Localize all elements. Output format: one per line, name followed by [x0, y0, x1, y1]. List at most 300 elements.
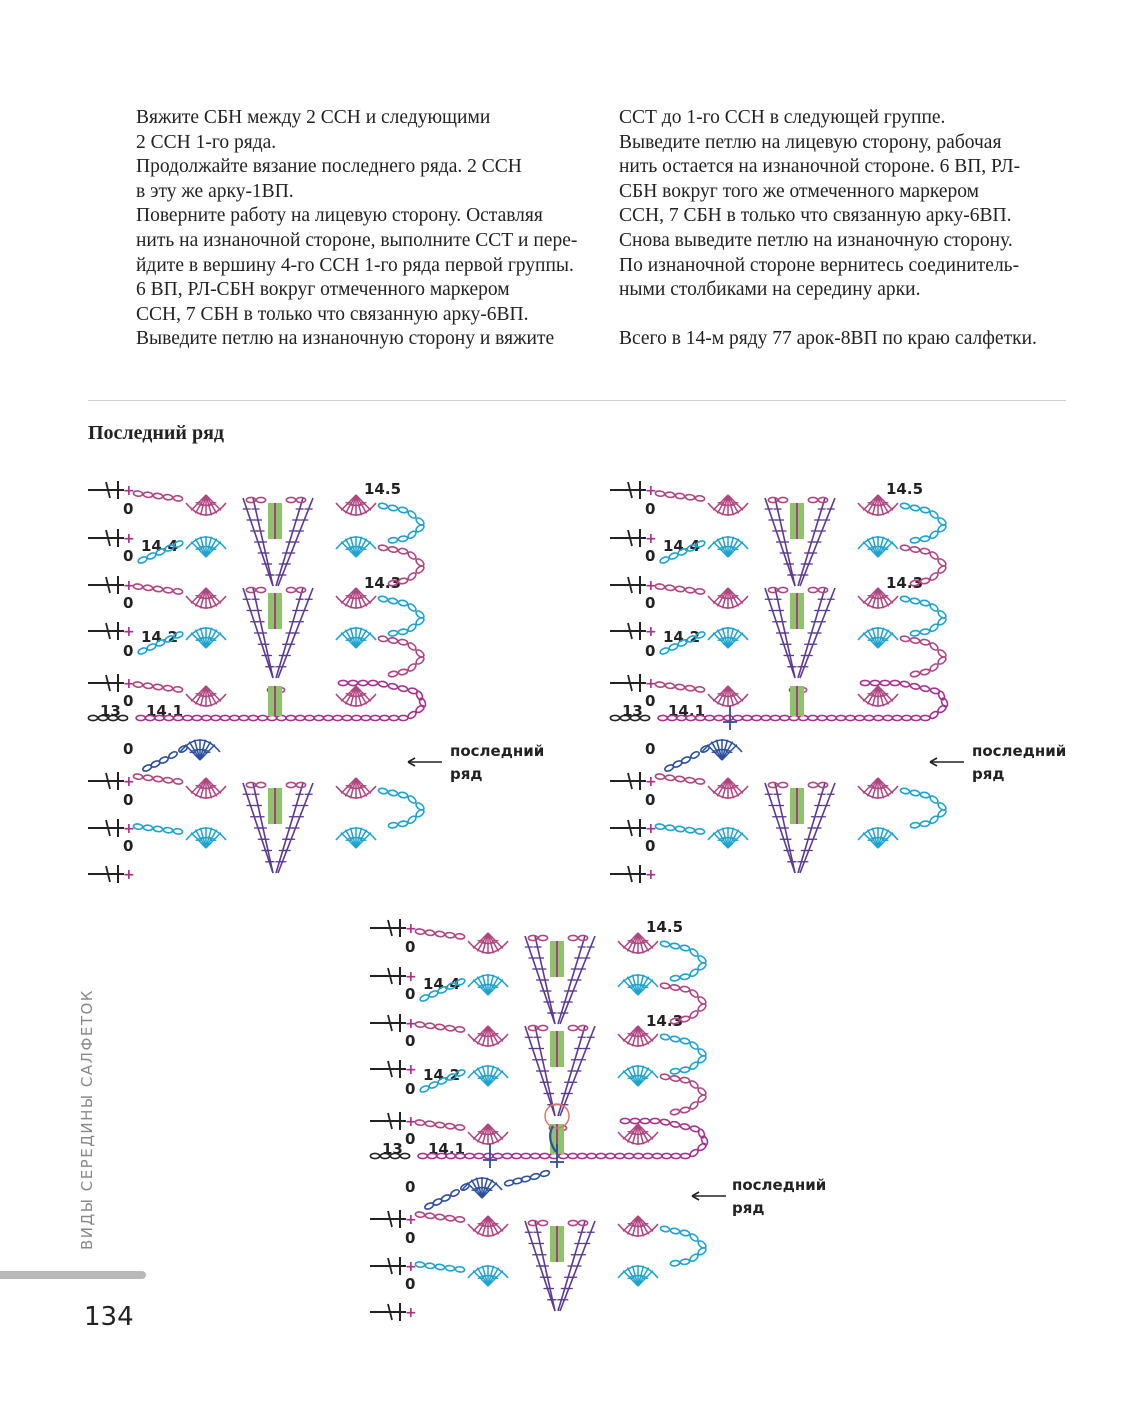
pink-chain-turn — [407, 551, 417, 561]
cyan-chain-turn — [660, 941, 670, 948]
cyan-chain-turn — [378, 596, 388, 603]
edge-stitch — [610, 481, 657, 499]
pink-chain — [143, 585, 153, 591]
row-zero-label: 0 — [405, 1178, 416, 1196]
lower-fan — [186, 827, 226, 848]
pink-chain-turn — [670, 1109, 680, 1116]
pink-fan — [858, 495, 898, 516]
row-14-1-turn — [660, 1119, 670, 1126]
row-14-1-chain — [249, 715, 258, 720]
edge-stitch — [88, 481, 135, 499]
pink-chain-turn — [407, 663, 417, 673]
pink-chain — [435, 1024, 445, 1030]
side-tab-bar — [0, 1271, 146, 1279]
lower-chain — [173, 778, 183, 784]
row-14-1-chain — [493, 1153, 502, 1158]
lower-cyan-turn — [929, 795, 939, 805]
top-chain — [578, 935, 587, 940]
pink-fan — [708, 686, 748, 707]
lower-chain — [143, 775, 153, 781]
cyan-chain — [659, 647, 670, 655]
edge-stitch — [610, 622, 657, 640]
side-section-label: ВИДЫ СЕРЕДИНЫ САЛФЕТОК — [78, 989, 96, 1250]
lower-fan — [618, 1265, 658, 1286]
cyan-chain-turn — [920, 600, 930, 607]
cyan-chain-turn — [670, 1068, 680, 1075]
edge-stitch — [370, 1112, 417, 1130]
pink-chain-turn — [900, 636, 910, 643]
pink-chain — [695, 686, 705, 692]
last-row-label: ряд — [972, 765, 1005, 783]
lower-cyan-turn — [680, 1230, 690, 1237]
cyan-fan — [618, 1065, 658, 1086]
pink-chain-turn — [660, 1074, 670, 1081]
last-row-label: последний — [972, 742, 1067, 760]
row-14-1-turn — [697, 1142, 707, 1152]
pink-chain-turn — [929, 663, 939, 673]
row-14-1-chain — [202, 715, 211, 720]
pink-chain — [173, 588, 183, 594]
paragraph-gap — [619, 303, 1089, 328]
plus-mark: + — [123, 578, 135, 594]
row-14-1-chain — [596, 1153, 605, 1158]
cyan-chain-turn — [398, 628, 408, 635]
cyan-fan — [708, 627, 748, 648]
row-zero-label: 0 — [645, 500, 656, 518]
cyan-chain-turn — [670, 975, 680, 982]
pink-chain — [425, 1023, 435, 1029]
pink-chain-turn — [680, 1077, 690, 1084]
row-14-1-turn — [937, 690, 945, 701]
top-chain — [818, 587, 827, 592]
cyan-chain-turn — [378, 503, 388, 510]
row-14-1-turn — [697, 1128, 705, 1139]
text-line: нить на изнаночной стороне, выполните ССТ и пере- — [136, 229, 578, 251]
row-14-1-chain — [380, 715, 389, 720]
lower-chain — [695, 778, 705, 784]
plus-mark: + — [645, 578, 657, 594]
row-14-1-chain — [333, 715, 342, 720]
cyan-chain-turn — [900, 596, 910, 603]
lower-chain — [665, 775, 675, 781]
pink-chain-turn — [910, 546, 920, 553]
row-label-14-5: 14.5 — [886, 480, 924, 498]
pink-chain — [425, 930, 435, 936]
top-chain — [296, 497, 305, 502]
pink-chain-turn — [407, 572, 417, 582]
page-number: 134 — [84, 1302, 134, 1332]
row-14-1-chain — [474, 1153, 483, 1158]
row-14-1-chain — [818, 715, 827, 720]
text-line: в эту же арку-1ВП. — [136, 180, 294, 202]
plus-mark: + — [645, 676, 657, 692]
purple-column — [560, 1221, 595, 1311]
row-14-1-chain — [771, 715, 780, 720]
plus-mark: + — [645, 867, 657, 883]
pink-chain-turn — [900, 545, 910, 552]
cyan-chain-turn — [398, 507, 408, 514]
pink-chain — [445, 1025, 455, 1031]
top-chain — [538, 935, 547, 940]
cyan-chain — [137, 647, 148, 655]
pink-chain-turn — [910, 671, 920, 678]
row-label-14-2: 14.2 — [663, 628, 701, 646]
cyan-chain-turn — [660, 1034, 670, 1041]
cyan-chain — [419, 1085, 430, 1093]
row-14-1-turn — [937, 704, 947, 714]
row-zero-label: 0 — [123, 692, 134, 710]
row-14-1-turn — [620, 1118, 629, 1123]
row-14-1-turn — [920, 685, 930, 692]
edge-stitch — [370, 919, 417, 937]
top-chain — [256, 587, 265, 592]
pink-chain — [153, 684, 163, 690]
cyan-chain-turn — [680, 973, 690, 980]
top-chain — [578, 1220, 587, 1225]
edge-stitch — [88, 772, 135, 790]
pink-fan — [618, 1124, 658, 1145]
row-14-1-chain — [540, 1153, 549, 1158]
cyan-chain — [659, 556, 670, 564]
row-14-1-chain — [418, 1153, 427, 1158]
edge-stitch — [610, 772, 657, 790]
plus-mark: + — [645, 774, 657, 790]
text-line: Продолжайте вязание последнего ряда. 2 ССН — [136, 156, 522, 178]
row-14-1-chain — [512, 1153, 521, 1158]
plus-mark: + — [123, 774, 135, 790]
row-zero-label: 0 — [645, 547, 656, 565]
text-line: ССН, 7 СБН в только что связанную арку-6ВП. — [136, 303, 529, 325]
last-row-label: последний — [732, 1176, 827, 1194]
edge-stitch — [88, 674, 135, 692]
pink-chain-turn — [689, 1101, 699, 1111]
lower-chain — [173, 828, 183, 834]
pink-chain-turn — [689, 1010, 699, 1020]
crochet-diagram-1 — [88, 478, 558, 893]
lower-chain — [675, 776, 685, 782]
lower-chain — [675, 826, 685, 832]
pink-chain-turn — [398, 548, 408, 555]
pink-chain-turn — [407, 642, 417, 652]
section-divider — [88, 400, 1066, 401]
row-14-1-turn — [640, 1118, 649, 1123]
row-label-14-2: 14.2 — [423, 1066, 461, 1084]
pink-chain — [173, 686, 183, 692]
row-label-14-3: 14.3 — [364, 574, 402, 592]
row-label-14-1: 14.1 — [668, 702, 706, 720]
pink-chain-turn — [388, 637, 398, 644]
pink-chain-turn — [697, 1094, 707, 1104]
pink-chain-turn — [929, 551, 939, 561]
row-14-1-chain — [606, 1153, 615, 1158]
row-14-1-chain — [192, 715, 201, 720]
row-14-1-chain — [705, 715, 714, 720]
edge-stitch — [610, 576, 657, 594]
cyan-chain-turn — [407, 603, 417, 613]
lower-chain — [435, 1214, 445, 1220]
row-14-1-turn — [860, 680, 869, 685]
pink-chain-turn — [920, 639, 930, 646]
plus-mark: + — [405, 1212, 417, 1228]
row-14-1-chain — [371, 715, 380, 720]
row-label-14-5: 14.5 — [364, 480, 402, 498]
row-14-1-chain — [681, 1153, 690, 1158]
row-14-1-turn — [348, 680, 357, 685]
lower-fan — [336, 778, 376, 799]
pink-chain-turn — [670, 984, 680, 991]
last-row-label: последний — [450, 742, 545, 760]
pink-chain — [685, 494, 695, 500]
text-line: йдите в вершину 4-го ССН 1-го ряда первой группы. — [136, 254, 574, 276]
pink-chain — [675, 493, 685, 499]
row-14-1-turn — [910, 683, 920, 690]
pink-fan — [708, 588, 748, 609]
lower-fan — [858, 827, 898, 848]
row-14-1-chain — [827, 715, 836, 720]
lower-fan — [468, 1265, 508, 1286]
edge-stitch — [370, 967, 417, 985]
lower-chain — [425, 1213, 435, 1219]
lower-cyan-turn — [689, 1233, 699, 1243]
row-zero-label: 0 — [405, 1130, 416, 1148]
pink-chain-turn — [920, 548, 930, 555]
text-line: ССТ до 1-го ССН в следующей группе. — [619, 107, 946, 128]
pink-fan — [468, 933, 508, 954]
row-14-1-turn — [358, 680, 367, 685]
lower-cyan-turn — [398, 820, 408, 827]
cyan-fan — [186, 536, 226, 557]
cyan-fan — [708, 536, 748, 557]
text-line: Вяжите СБН между 2 ССН и следующими — [136, 107, 491, 128]
row-14-1-chain — [864, 715, 873, 720]
summary-text-line: Всего в 14-м ряду 77 арок-8ВП по краю салфетки. — [619, 328, 1037, 350]
row-14-1-turn — [680, 1123, 690, 1130]
cyan-fan — [468, 974, 508, 995]
row-14-1-chain — [662, 1153, 671, 1158]
row-14-1-chain — [724, 715, 733, 720]
row-14-1-chain — [883, 715, 892, 720]
cyan-chain-turn — [920, 535, 930, 542]
cyan-chain-turn — [407, 510, 417, 520]
top-chain — [818, 497, 827, 502]
navy-chain — [159, 756, 170, 765]
row-14-1-turn — [690, 1125, 700, 1132]
row-14-1-chain — [277, 715, 286, 720]
row-14-1-chain — [361, 715, 370, 720]
pink-chain — [685, 587, 695, 593]
pink-chain-turn — [670, 1075, 680, 1082]
crochet-diagram-2 — [610, 478, 1080, 893]
text-line: Поверните работу на лицевую сторону. Оставляя — [136, 205, 543, 227]
pink-chain — [455, 1026, 465, 1032]
pink-chain — [435, 931, 445, 937]
pink-chain-turn — [415, 656, 425, 666]
row-label-13: 13 — [100, 702, 121, 720]
pink-chain — [163, 685, 173, 691]
top-chain — [778, 497, 787, 502]
row-14-1-turn — [368, 680, 377, 685]
row-14-1-chain — [799, 715, 808, 720]
row-label-13: 13 — [382, 1140, 403, 1158]
purple-column — [800, 783, 835, 873]
row-14-1-chain — [399, 715, 408, 720]
cyan-chain-turn — [388, 537, 398, 544]
row-14-1-turn — [650, 1118, 659, 1123]
base-chain — [370, 1153, 379, 1158]
cyan-fan — [858, 536, 898, 557]
row-14-1-chain — [902, 715, 911, 720]
edge-stitch — [88, 576, 135, 594]
cyan-chain-turn — [689, 948, 699, 958]
row-14-1-chain — [911, 715, 920, 720]
plus-mark: + — [405, 1259, 417, 1275]
pink-chain-turn — [388, 671, 398, 678]
pink-chain-turn — [398, 639, 408, 646]
pink-chain-turn — [378, 636, 388, 643]
row-zero-label: 0 — [405, 1080, 416, 1098]
right-text-column — [619, 106, 1089, 352]
navy-chain — [690, 750, 701, 759]
lower-cyan-turn — [670, 1228, 680, 1235]
top-chain — [818, 782, 827, 787]
text-line: По изнаночной стороне вернитесь соединитель- — [619, 254, 1020, 276]
last-row-label: ряд — [732, 1199, 765, 1217]
plus-mark: + — [645, 821, 657, 837]
pink-chain-turn — [937, 565, 947, 575]
row-14-1-turn — [408, 687, 418, 694]
row-14-1-chain — [653, 1153, 662, 1158]
row-14-1-turn — [398, 685, 408, 692]
pink-chain — [685, 685, 695, 691]
pink-chain — [143, 492, 153, 498]
row-14-1-chain — [752, 715, 761, 720]
pink-chain-turn — [910, 637, 920, 644]
row-14-1-chain — [484, 1153, 493, 1158]
row-14-1-chain — [893, 715, 902, 720]
top-chain — [286, 782, 295, 787]
cyan-chain-turn — [900, 503, 910, 510]
top-chain — [256, 782, 265, 787]
pink-fan — [858, 686, 898, 707]
purple-column — [800, 498, 835, 586]
edge-stitch — [610, 819, 657, 837]
row-zero-label: 0 — [123, 791, 134, 809]
edge-stitch — [370, 1303, 417, 1321]
row-14-1-turn — [338, 680, 347, 685]
row-zero-label: 0 — [123, 642, 134, 660]
purple-column — [560, 936, 595, 1024]
pink-chain-turn — [929, 572, 939, 582]
navy-chain — [168, 750, 179, 759]
row-label-14-4: 14.4 — [141, 537, 179, 555]
cyan-chain-turn — [920, 628, 930, 635]
plus-mark: + — [123, 821, 135, 837]
row-14-1-chain — [714, 715, 723, 720]
lower-chain — [445, 1215, 455, 1221]
lower-chain — [163, 827, 173, 833]
plus-mark: + — [123, 867, 135, 883]
row-14-1-chain — [587, 1153, 596, 1158]
top-chain — [778, 587, 787, 592]
row-14-1-chain — [136, 715, 145, 720]
row-14-1-chain — [389, 715, 398, 720]
lower-chain — [665, 825, 675, 831]
navy-chain — [681, 756, 692, 765]
row-14-1-chain — [531, 1153, 540, 1158]
text-line: Снова выведите петлю на изнаночную сторону. — [619, 229, 1013, 251]
lower-chain — [153, 826, 163, 832]
row-label-14-1: 14.1 — [428, 1140, 466, 1158]
navy-chain — [530, 1173, 540, 1181]
text-line: ССН, 7 СБН в только что связанную арку-6ВП. — [619, 205, 1012, 227]
lower-cyan-turn — [920, 792, 930, 799]
lower-cyan-turn — [388, 790, 398, 797]
row-zero-label: 0 — [123, 837, 134, 855]
top-chain — [808, 587, 817, 592]
pink-chain — [665, 585, 675, 591]
plus-mark: + — [123, 531, 135, 547]
lower-chain — [455, 1216, 465, 1222]
pink-fan — [618, 933, 658, 954]
pink-chain — [173, 495, 183, 501]
pink-chain-turn — [689, 1080, 699, 1090]
pink-chain — [425, 1121, 435, 1127]
purple-column — [278, 588, 313, 678]
last-row-label: ряд — [450, 765, 483, 783]
pink-chain-turn — [378, 545, 388, 552]
pink-chain — [435, 1122, 445, 1128]
lower-fan — [336, 827, 376, 848]
edge-stitch — [88, 529, 135, 547]
edge-stitch — [370, 1210, 417, 1228]
crochet-diagram-3 — [370, 916, 840, 1336]
base-chain — [88, 715, 97, 720]
text-line: 6 ВП, РЛ-СБН вокруг отмеченного маркером — [136, 279, 510, 301]
lower-cyan-turn — [900, 788, 910, 795]
pink-chain — [153, 586, 163, 592]
row-14-1-chain — [761, 715, 770, 720]
row-label-14-1: 14.1 — [146, 702, 184, 720]
row-zero-label: 0 — [645, 791, 656, 809]
pink-chain-turn — [398, 669, 408, 676]
pink-fan — [186, 686, 226, 707]
edge-stitch — [610, 529, 657, 547]
edge-stitch — [370, 1257, 417, 1275]
row-zero-label: 0 — [645, 740, 656, 758]
lower-chain — [163, 777, 173, 783]
pink-chain-turn — [697, 1003, 707, 1013]
lower-chain — [455, 1266, 465, 1272]
plus-mark: + — [405, 921, 417, 937]
section-title: Последний ряд — [88, 422, 225, 444]
lower-cyan-turn — [910, 822, 920, 829]
row-zero-label: 0 — [405, 1275, 416, 1293]
row-14-1-turn — [670, 1121, 680, 1128]
cyan-chain-turn — [920, 507, 930, 514]
row-14-1-turn — [870, 680, 879, 685]
row-14-1-chain — [855, 715, 864, 720]
lower-cyan-turn — [398, 792, 408, 799]
row-14-1-chain — [342, 715, 351, 720]
cyan-fan — [336, 536, 376, 557]
plus-mark: + — [645, 531, 657, 547]
purple-column — [800, 588, 835, 678]
row-14-1-turn — [930, 687, 940, 694]
row-label-13: 13 — [622, 702, 643, 720]
pink-chain-turn — [680, 1107, 690, 1114]
lower-fan — [708, 778, 748, 799]
cyan-chain-turn — [929, 603, 939, 613]
